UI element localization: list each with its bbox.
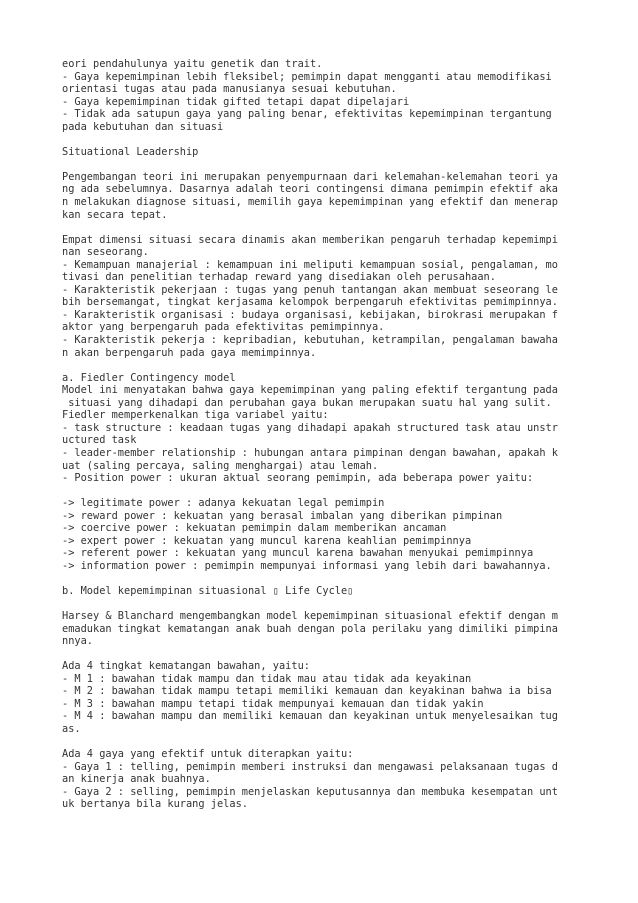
text-line: uk bertanya bila kurang jelas. bbox=[62, 798, 248, 811]
document-page bbox=[62, 58, 582, 811]
blank-line bbox=[62, 485, 582, 498]
blank-line bbox=[62, 158, 582, 171]
text-line: ng ada sebelumnya. Dasarnya adalah teori contingensi dimana pemimpin efektif aka bbox=[62, 183, 558, 196]
text-line: -> expert power : kekuatan yang muncul karena keahlian pemimpinnya bbox=[62, 534, 472, 547]
text-line: Situational Leadership bbox=[62, 145, 199, 158]
text-line: - Karakteristik pekerja : kepribadian, kebutuhan, ketrampilan, pengalaman bawaha bbox=[62, 334, 558, 347]
text-line: orientasi tugas atau pada manusianya sesuai kebutuhan. bbox=[62, 83, 397, 96]
text-line: - M 2 : bawahan tidak mampu tetapi memiliki kemauan dan keyakinan bahwa ia bisa bbox=[62, 685, 552, 698]
text-line: emadukan tingkat kematangan anak buah dengan pola perilaku yang dimiliki pimpina bbox=[62, 622, 558, 635]
text-line: Ada 4 tingkat kematangan bawahan, yaitu: bbox=[62, 660, 310, 673]
text-line: situasi yang dihadapi dan perubahan gaya bukan merupakan suatu hal yang sulit. bbox=[62, 396, 552, 409]
text-line: Ada 4 gaya yang efektif untuk diterapkan yaitu: bbox=[62, 748, 354, 761]
text-line: - Kemampuan manajerial : kemampuan ini meliputi kemampuan sosial, pengalaman, mo bbox=[62, 258, 558, 271]
blank-line bbox=[62, 133, 582, 146]
text-line: nan seseorang. bbox=[62, 246, 149, 259]
text-line: - Gaya kepemimpinan tidak gifted tetapi dapat dipelajari bbox=[62, 95, 410, 108]
text-line: a. Fiedler Contingency model bbox=[62, 371, 236, 384]
text-line: - Tidak ada satupun gaya yang paling benar, efektivitas kepemimpinan tergantung bbox=[62, 108, 552, 121]
text-line: - task structure : keadaan tugas yang dihadapi apakah structured task atau unstr bbox=[62, 421, 558, 434]
text-line: -> reward power : kekuatan yang berasal imbalan yang diberikan pimpinan bbox=[62, 509, 503, 522]
text-line: Pengembangan teori ini merupakan penyempurnaan dari kelemahan-kelemahan teori ya bbox=[62, 170, 558, 183]
text-line: n akan berpengaruh pada gaya memimpinnya. bbox=[62, 346, 317, 359]
text-line: pada kebutuhan dan situasi bbox=[62, 120, 224, 133]
blank-line bbox=[62, 359, 582, 372]
text-line: aktor yang berpengaruh pada efektivitas pemimpinnya. bbox=[62, 321, 385, 334]
text-line: Model ini menyatakan bahwa gaya kepemimpinan yang paling efektif tergantung pada bbox=[62, 384, 558, 397]
text-line: Harsey & Blanchard mengembangkan model kepemimpinan situasional efektif dengan m bbox=[62, 610, 558, 623]
text-line: -> legitimate power : adanya kekuatan legal pemimpin bbox=[62, 497, 385, 510]
blank-line bbox=[62, 598, 582, 611]
text-line: - Position power : ukuran aktual seorang pemimpin, ada beberapa power yaitu: bbox=[62, 472, 534, 485]
text-line: Empat dimensi situasi secara dinamis akan memberikan pengaruh terhadap kepemimpi bbox=[62, 233, 558, 246]
text-line: -> information power : pemimpin mempunyai informasi yang lebih dari bawahannya. bbox=[62, 559, 552, 572]
text-line: n melakukan diagnose situasi, memilih gaya kepemimpinan yang efektif dan menerap bbox=[62, 196, 558, 209]
text-line: nnya. bbox=[62, 635, 93, 648]
text-line: kan secara tepat. bbox=[62, 208, 168, 221]
text-line: b. Model kepemimpinan situasional ▯ Life Cycle▯ bbox=[62, 584, 354, 597]
text-line: -> coercive power : kekuatan pemimpin dalam memberikan ancaman bbox=[62, 522, 447, 535]
text-line: - Gaya kepemimpinan lebih fleksibel; pemimpin dapat mengganti atau memodifikasi bbox=[62, 70, 552, 83]
blank-line bbox=[62, 736, 582, 749]
text-line: - Gaya 2 : selling, pemimpin menjelaskan keputusannya dan membuka kesempatan unt bbox=[62, 785, 558, 798]
text-line: uat (saling percaya, saling menghargai) atau lemah. bbox=[62, 459, 379, 472]
text-line: Fiedler memperkenalkan tiga variabel yaitu: bbox=[62, 409, 329, 422]
blank-line bbox=[62, 221, 582, 234]
text-line: eori pendahulunya yaitu genetik dan trait. bbox=[62, 58, 323, 70]
text-line: - M 1 : bawahan tidak mampu dan tidak mau atau tidak ada keyakinan bbox=[62, 672, 472, 685]
text-line: uctured task bbox=[62, 434, 137, 447]
text-line: - M 3 : bawahan mampu tetapi tidak mempunyai kemauan dan tidak yakin bbox=[62, 697, 484, 710]
text-line: tivasi dan penelitian terhadap reward yang disediakan oleh perusahaan. bbox=[62, 271, 496, 284]
blank-line bbox=[62, 648, 582, 661]
text-line: - M 4 : bawahan mampu dan memiliki kemauan dan keyakinan untuk menyelesaikan tug bbox=[62, 710, 558, 723]
text-line: -> referent power : kekuatan yang muncul karena bawahan menyukai pemimpinnya bbox=[62, 547, 534, 560]
text-line: bih bersemangat, tingkat kerjasama kelompok berpengaruh efektivitas pemimpinnya. bbox=[62, 296, 558, 309]
text-line: - leader-member relationship : hubungan antara pimpinan dengan bawahan, apakah k bbox=[62, 446, 558, 459]
blank-line bbox=[62, 572, 582, 585]
text-line: - Karakteristik pekerjaan : tugas yang penuh tantangan akan membuat seseorang le bbox=[62, 283, 558, 296]
text-line: as. bbox=[62, 722, 81, 735]
text-line: - Karakteristik organisasi : budaya organisasi, kebijakan, birokrasi merupakan f bbox=[62, 308, 558, 321]
text-line: - Gaya 1 : telling, pemimpin memberi instruksi dan mengawasi pelaksanaan tugas d bbox=[62, 760, 558, 773]
text-line: an kinerja anak buahnya. bbox=[62, 773, 211, 786]
